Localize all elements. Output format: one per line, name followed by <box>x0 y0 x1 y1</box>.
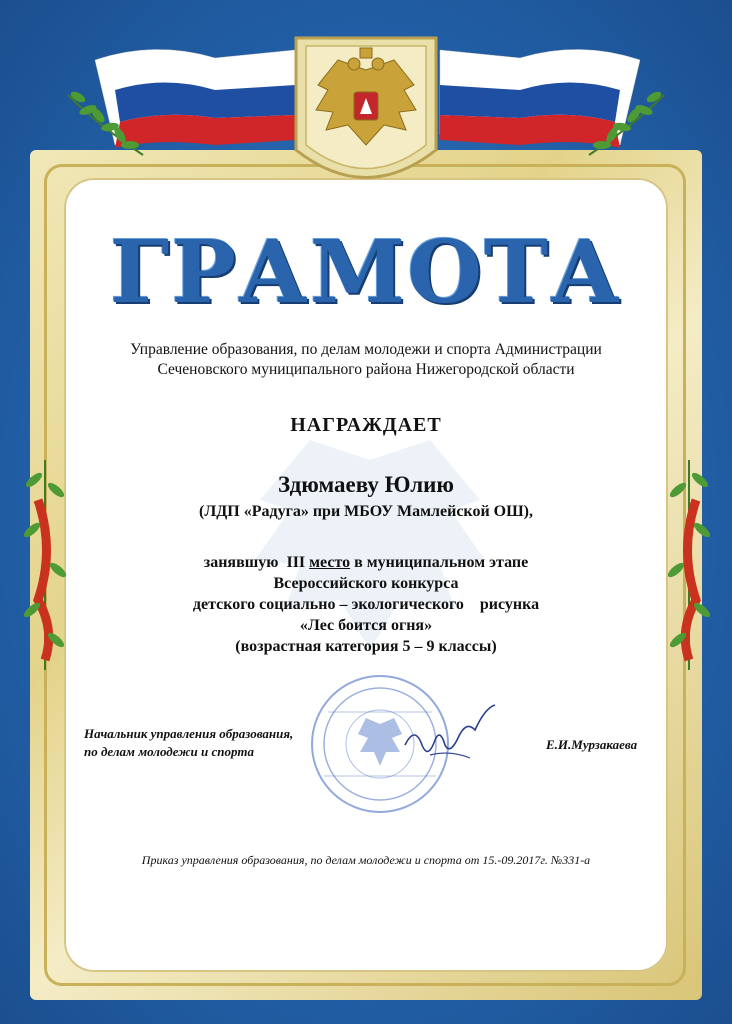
description-line-5: (возрастная категория 5 – 9 классы) <box>235 638 497 655</box>
issuer-line-1: Управление образования, по делам молодежи и спорта Администрации <box>130 341 602 358</box>
awards-heading: НАГРАЖДАЕТ <box>290 414 442 436</box>
description-line-1: занявшую III место в муниципальном этапе <box>203 554 529 571</box>
description-line-4: «Лес боится огня» <box>299 617 433 634</box>
handwritten-signature-icon <box>400 700 500 770</box>
order-reference: Приказ управления образования, по делам молодежи и спорта от 15.-09.2017г. №331-а <box>141 853 591 867</box>
award-description <box>100 552 632 657</box>
recipient-organization: (ЛДП «Радуга» при МБОУ Мамлейской ОШ), <box>199 503 533 520</box>
recipient-name: Здюмаеву Юлию <box>278 472 454 497</box>
description-line-2: Всероссийского конкурса <box>273 575 459 592</box>
laurel-branch-left-icon <box>58 85 148 165</box>
signatory-name: Е.И.Мурзакаева <box>546 737 638 752</box>
certificate-title: ГРАМОТА <box>109 222 623 323</box>
coat-of-arms-emblem-icon <box>288 30 444 198</box>
signatory-title: Начальник управления образования, по делам молодежи и спорта <box>84 726 294 759</box>
laurel-branch-right-icon <box>584 85 674 165</box>
place-text: место <box>309 554 351 571</box>
issuer-text <box>60 340 672 380</box>
description-line-3: детского социально – экологического рисунка <box>192 596 540 613</box>
issuer-line-2: Сеченовского муниципального района Нижегородской области <box>157 361 575 378</box>
